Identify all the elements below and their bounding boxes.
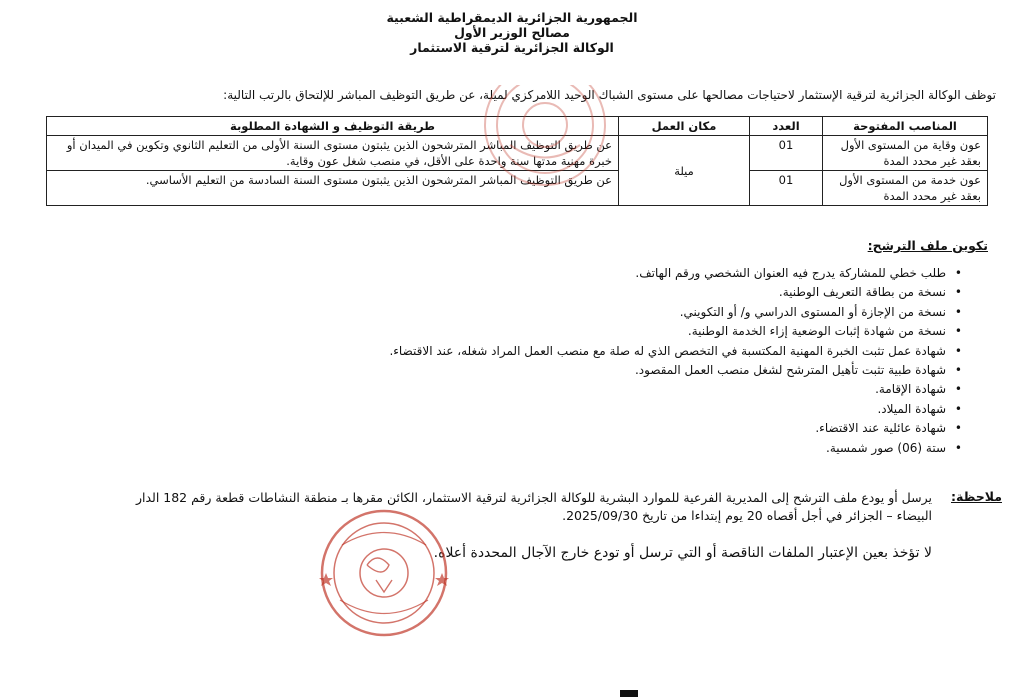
col-header-post: المناصب المفتوحة [823,117,988,136]
list-item: • نسخة من الإجازة أو المستوى الدراسي و/ أو التكويني. [389,303,962,322]
list-item: • طلب خطي للمشاركة يدرج فيه العنوان الشخصي ورقم الهاتف. [389,264,962,283]
method-cell: عن طريق التوظيف المباشر المترشحون الذين يثبتون مستوى السنة الأولى من التعليم الثانوي وتكوين في الميدان أو خبرة مهنية مدتها سنة واحدة على الأقل، في منصب شغل عون وقاية. [47,136,619,171]
header-ministry: مصالح الوزير الأول [454,25,570,40]
scan-mark [620,690,638,697]
count-cell: 01 [750,171,823,206]
dossier-list [389,264,962,458]
header-republic: الجمهورية الجزائرية الديمقراطية الشعبية [386,10,638,25]
intro-paragraph: توظف الوكالة الجزائرية لترقية الإستثمار لاحتياجات مصالحها على مستوى الشباك الوحيد اللامركزي لميلة، عن طريق التوظيف المباشر للإلتحاق بالرتب التالية: [223,88,996,102]
header-agency: الوكالة الجزائرية لترقية الاستثمار [410,40,614,55]
col-header-method: طريقة التوظيف و الشهادة المطلوبة [47,117,619,136]
list-item: • شهادة الإقامة. [389,380,962,399]
list-item: • نسخة من بطاقة التعريف الوطنية. [389,283,962,302]
count-cell: 01 [750,136,823,171]
list-item: • شهادة عمل تثبت الخبرة المهنية المكتسبة في التخصص الذي له صلة مع منصب العمل المراد شغله، عند الاقتضاء. [389,342,962,361]
method-cell: عن طريق التوظيف المباشر المترشحون الذين يثبتون مستوى السنة السادسة من التعليم الأساسي. [47,171,619,206]
stamp-seal-icon [312,505,462,645]
stamp-seal-icon [470,85,620,205]
post-cell: عون خدمة من المستوى الأول بعقد غير محدد المدة [823,171,988,206]
list-item: • شهادة الميلاد. [389,400,962,419]
col-header-place: مكان العمل [619,117,750,136]
document-header [0,10,1024,55]
dossier-title: تكوين ملف الترشح: [867,238,988,253]
list-item: • نسخة من شهادة إثبات الوضعية إزاء الخدمة الوطنية. [389,322,962,341]
col-header-count: العدد [750,117,823,136]
place-cell: ميلة [619,136,750,206]
note-label: ملاحظة: [951,489,1002,504]
list-item: • شهادة طبية تثبت تأهيل المترشح لشغل منصب العمل المقصود. [389,361,962,380]
final-notice: لا تؤخذ بعين الإعتبار الملفات الناقصة أو التي ترسل أو تودع خارج الآجال المحددة أعلاه. [433,545,932,561]
note-text: يرسل أو يودع ملف الترشح إلى المديرية الفرعية للموارد البشرية للوكالة الجزائرية لترقية الاستثمار، الكائن مقرها بـ منطقة النشاطات قطعة رقم 182 الدار البيضاء – الجزائر في أجل أقصاه 20 يوم إبتداءا من تاريخ 2025/09/30. [135,490,932,523]
list-item: • شهادة عائلية عند الاقتضاء. [389,419,962,438]
list-item: • ستة (06) صور شمسية. [389,439,962,458]
post-cell: عون وقاية من المستوى الأول بعقد غير محدد المدة [823,136,988,171]
